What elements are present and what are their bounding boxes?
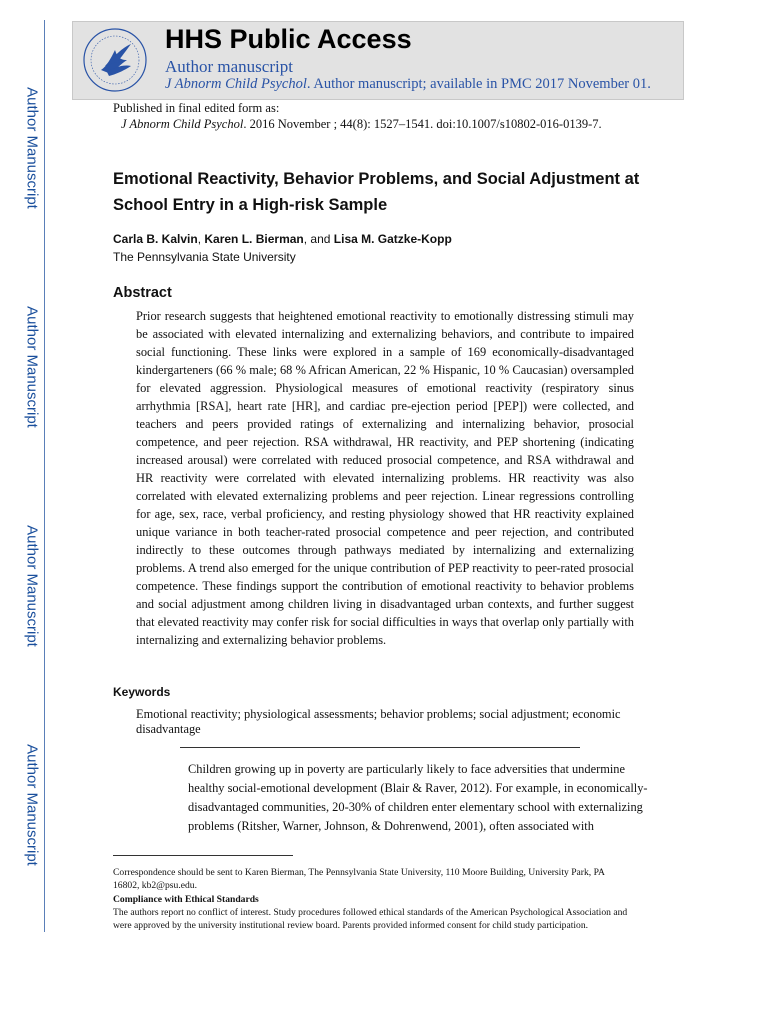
ethics-text: The authors report no conflict of interest. Study procedures followed ethical standards of the American Psychological Association and were approved by the university institutional review board. Parents provided informed consent for child study participation. — [113, 907, 628, 931]
side-label-author-manuscript: Author Manuscript — [23, 525, 41, 647]
affiliation: The Pennsylvania State University — [113, 250, 296, 264]
side-label-author-manuscript: Author Manuscript — [23, 87, 41, 209]
footnote-rule — [113, 855, 293, 856]
body-paragraph: Children growing up in poverty are particularly likely to face adversities that undermine healthy social-emotional development (Blair & Raver, 2012). For example, in economically-disadvantaged communities, 20-30% of children enter elementary school with externalizing problems (Ritsher, Warner, Johnson, & Dohrenwend, 2001), often associated with — [188, 762, 648, 833]
author-name: Lisa M. Gatzke-Kopp — [333, 232, 452, 246]
author-manuscript-subtitle: Author manuscript — [165, 57, 293, 76]
journal-name: J Abnorm Child Psychol — [165, 76, 307, 92]
correspondence-footnote: Correspondence should be sent to Karen Bierman, The Pennsylvania State University, 110 Moore Building, University Park, PA 16802, kb2@psu.edu. — [113, 867, 605, 891]
author-name: Karen L. Bierman — [204, 232, 304, 246]
keywords-text: Emotional reactivity; physiological assessments; behavior problems; social adjustment; economic disadvantage — [136, 707, 621, 736]
author-separator: , and — [303, 232, 334, 246]
article-title: Emotional Reactivity, Behavior Problems, and Social Adjustment at School Entry in a High-risk Sample — [113, 170, 640, 214]
availability-text: . Author manuscript; available in PMC 2017 November 01. — [306, 76, 651, 92]
section-divider — [180, 747, 580, 748]
author-separator: , — [197, 232, 205, 246]
side-label-author-manuscript: Author Manuscript — [23, 306, 41, 428]
margin-rule — [44, 20, 45, 932]
abstract-text: Prior research suggests that heightened emotional reactivity to emotionally distressing stimuli may be associated with elevated internalizing and externalizing behaviors, and contribute to impaired social functioning. These links were explored in a sample of 169 economically-disadvantaged kindergarteners (66 % male; 68 % African American, 22 % Hispanic, 10 % Caucasian) oversampled for elevated aggression. Physiological measures of emotional reactivity (respiratory sinus arrhythmia [RSA], heart rate [HR], and cardiac pre-ejection period [PEP]) were collected, and teachers and peers provided ratings of externalizing and internalizing behavior, prosocial competence, and peer rejection. RSA withdrawal, HR reactivity, and PEP shortening (indicating increased arousal) were correlated with reduced prosocial competence, and RSA withdrawal and HR reactivity were correlated with elevated internalizing problems. HR reactivity was also correlated with elevated externalizing problems and peer rejection. Linear regressions controlling for age, sex, race, verbal proficiency, and resting physiology showed that HR reactivity explained unique variance in both teacher-rated prosocial competence and peer rejection, and contributed indirectly to these outcomes through pathways mediated by internalizing and externalizing problems. A trend also emerged for the unique contribution of PEP reactivity to peer-rated prosocial competence. These findings support the contribution of emotional reactivity to behavior problems and social adjustment among children living in disadvantaged urban contexts, and further suggest that elevated reactivity may confer risk for social difficulties in ways that overlap only partially with internalizing and externalizing behavior problems. — [136, 309, 634, 647]
citation-text: . 2016 November ; 44(8): 1527–1541. doi:10.1007/s10802-016-0139-7. — [243, 117, 602, 131]
author-name: Carla B. Kalvin — [113, 232, 198, 246]
abstract-heading: Abstract — [113, 285, 172, 301]
hhs-eagle-logo-icon — [81, 26, 149, 94]
keywords-heading: Keywords — [113, 685, 171, 699]
published-label: Published in final edited form as: — [113, 101, 280, 115]
author-list — [113, 232, 452, 246]
side-label-author-manuscript: Author Manuscript — [23, 744, 41, 866]
ethics-heading: Compliance with Ethical Standards — [113, 894, 259, 905]
journal-availability — [165, 76, 651, 93]
hhs-header — [72, 21, 684, 100]
published-citation — [121, 117, 602, 132]
hhs-public-access-title: HHS Public Access — [165, 24, 412, 54]
published-journal: J Abnorm Child Psychol — [121, 117, 244, 131]
